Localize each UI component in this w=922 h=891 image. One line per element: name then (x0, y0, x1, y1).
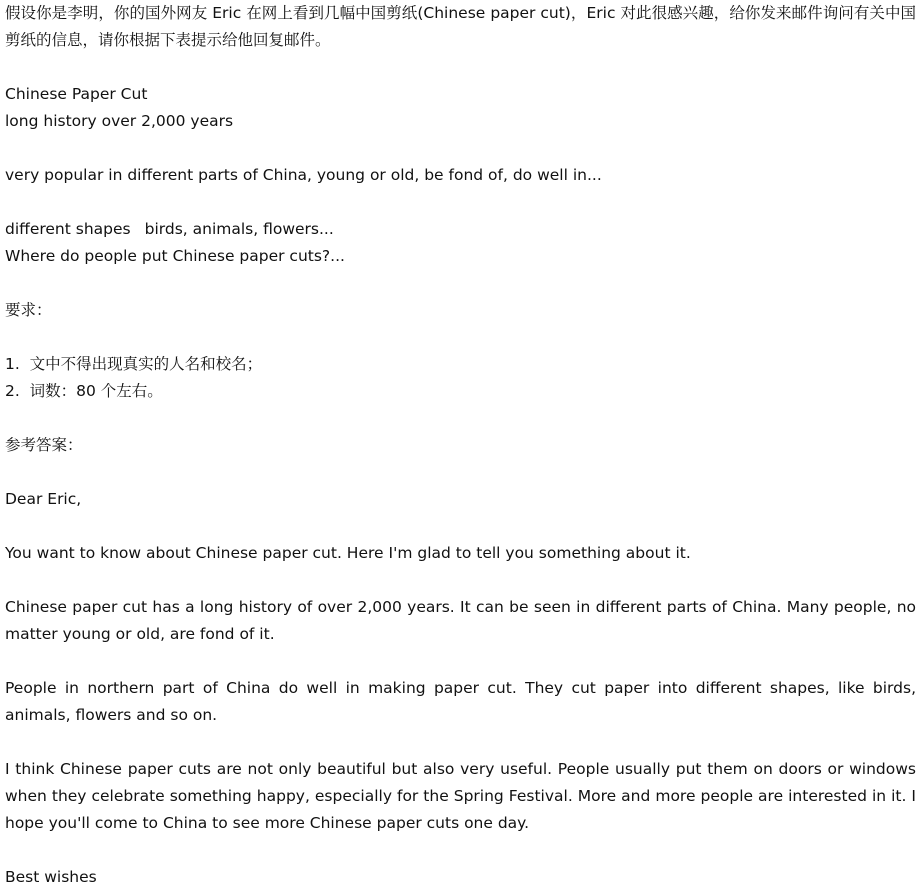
requirements-heading: 要求： (5, 301, 52, 319)
requirement-item-2: 2. 词数：80 个左右。 (5, 382, 163, 400)
hint-history: long history over 2,000 years (5, 112, 234, 130)
prompt-intro: 假设你是李明，你的国外网友 Eric 在网上看到几幅中国剪纸(Chinese paper cut)，Eric 对此很感兴趣，给你发来邮件询问有关中国剪纸的信息，请你根据下表提示给他回复邮件。 (5, 4, 916, 49)
hint-shapes-value: birds, animals, flowers... (144, 220, 334, 238)
hint-topic: Chinese Paper Cut (5, 85, 148, 103)
hint-block-topic (5, 81, 916, 135)
hint-question: Where do people put Chinese paper cuts?... (5, 247, 345, 265)
letter-paragraph-4: I think Chinese paper cuts are not only beautiful but also very useful. People usually put them on doors or windows when they celebrate something happy, especially for the Spring Festival. More and more people are interested in it. I hope you'll come to China to see more Chinese paper cuts one day. (5, 760, 916, 832)
requirement-item-1: 1. 文中不得出现真实的人名和校名； (5, 355, 263, 373)
hint-shapes-label: different shapes (5, 220, 131, 238)
letter-closing: Best wishes (5, 868, 97, 886)
hint-shapes-line (5, 216, 916, 243)
answer-heading: 参考答案： (5, 436, 83, 454)
letter-paragraph-3: People in northern part of China do well in making paper cut. They cut paper into different shapes, like birds, animals, flowers and so on. (5, 679, 916, 724)
letter-greeting: Dear Eric, (5, 490, 82, 508)
hint-popularity: very popular in different parts of China, young or old, be fond of, do well in... (5, 166, 602, 184)
letter-paragraph-1: You want to know about Chinese paper cut. Here I'm glad to tell you something about it. (5, 544, 691, 562)
requirements-list (5, 351, 916, 405)
letter-paragraph-2: Chinese paper cut has a long history of over 2,000 years. It can be seen in different parts of China. Many people, no matter young or old, are fond of it. (5, 598, 916, 643)
hint-block-shapes (5, 216, 916, 270)
